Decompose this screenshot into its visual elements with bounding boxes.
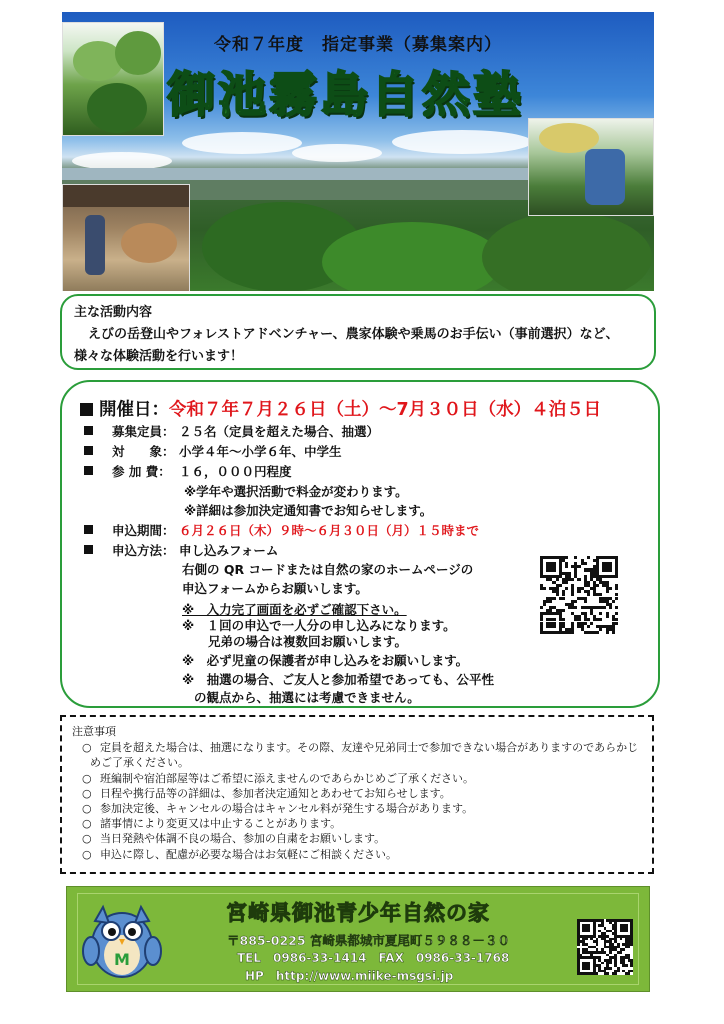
- caution-item-text: 諸事情により変更又は中止することがあります。: [100, 817, 342, 831]
- caution-item: [72, 771, 642, 786]
- target-label: 対 象：: [112, 444, 175, 459]
- caution-item-text: 申込に際し、配慮が必要な場合はお気軽にご相談ください。: [100, 847, 397, 861]
- facility-address: 〒885-0225 宮崎県都城市夏尾町５９８８－３０: [227, 933, 510, 948]
- activity-box: [60, 294, 656, 370]
- fee-label: 参 加 費：: [112, 464, 171, 479]
- square-bullet-icon: [84, 446, 93, 455]
- hero-banner: [62, 12, 654, 291]
- fee-note-1: ※学年や選択活動で料金が変わります。: [184, 484, 408, 499]
- program-title: 御池霧島自然塾: [167, 67, 525, 123]
- square-bullet-icon: [84, 545, 93, 554]
- date-value: 令和７年７月２６日（土）～7月３０日（水）４泊５日: [169, 400, 602, 420]
- square-bullet-icon: [84, 426, 93, 435]
- facility-name: 宮崎県御池青少年自然の家: [226, 901, 490, 925]
- circle-bullet-icon: ○: [82, 786, 92, 800]
- facility-homepage-link[interactable]: HP http://www.miike-msgsi.jp: [245, 969, 454, 983]
- caution-item-text: 班編制や宿泊部屋等はご希望に添えませんのであらかじめご了承ください。: [100, 771, 474, 785]
- period-value: ６月２６日（木）９時～６月３０日（月）１５時まで: [179, 523, 480, 538]
- capacity-label: 募集定員：: [112, 424, 175, 439]
- activity-title: 主な活動内容: [74, 305, 153, 320]
- target-value: 小学４年～小学６年、中学生: [179, 444, 342, 459]
- facility-contact: TEL 0986-33-1414 FAX 0986-33-1768: [237, 951, 510, 965]
- circle-bullet-icon: ○: [82, 817, 92, 831]
- method-value: 申し込みフォーム: [179, 543, 279, 558]
- circle-bullet-icon: ○: [82, 847, 92, 861]
- farm-photo: [528, 118, 654, 216]
- date-label: 開催日：: [99, 400, 169, 420]
- capacity-value: ２５名（定員を超えた場合、抽選）: [179, 424, 380, 439]
- schedule-box: [60, 380, 660, 708]
- event-dates: [80, 396, 601, 421]
- caution-item: [72, 786, 642, 801]
- application-qr-code[interactable]: [540, 556, 618, 634]
- caution-item-text: 日程や携行品等の詳細は、参加者決定通知とあわせてお知らせします。: [100, 786, 451, 800]
- square-bullet-icon: [84, 525, 93, 534]
- circle-bullet-icon: ○: [82, 832, 92, 846]
- note-guardian: ※ 必ず児童の保護者が申し込みをお願いします。: [182, 653, 469, 668]
- note-lottery-2: の観点から、抽選には考慮できません。: [194, 690, 420, 705]
- note-one-per-form: ※ １回の申込で一人分の申し込みになります。: [182, 618, 456, 633]
- caution-item-text: 参加決定後、キャンセルの場合はキャンセル料が発生する場合があります。: [100, 802, 474, 816]
- circle-bullet-icon: ○: [82, 741, 92, 755]
- square-bullet-icon: [84, 466, 93, 475]
- caution-item: [72, 816, 642, 831]
- caution-item: [72, 801, 642, 816]
- caution-list: [72, 740, 642, 862]
- circle-bullet-icon: ○: [82, 771, 92, 785]
- method-desc-2: 申込フォームからお願いします。: [182, 581, 368, 596]
- note-confirm: ※ 入力完了画面を必ずご確認下さい。: [182, 602, 407, 617]
- fee-note-2: ※詳細は参加決定通知書でお知らせします。: [184, 503, 433, 518]
- facility-qr-code[interactable]: [577, 919, 633, 975]
- caution-title: 注意事項: [72, 725, 116, 738]
- footer-banner: [66, 886, 650, 992]
- program-subtitle: 令和７年度 指定事業（募集案内）: [214, 35, 502, 55]
- activity-line-1: えびの岳登山やフォレストアドベンチャー、農家体験や乗馬のお手伝い（事前選択）など、: [88, 327, 619, 342]
- mascot-letter: M: [114, 950, 130, 969]
- caution-item-text: 定員を超えた場合は、抽選になります。その際、友達や兄弟同士で参加できない場合がありますのであらかじめご了承ください。: [90, 741, 639, 770]
- caution-item: [72, 831, 642, 846]
- note-lottery-1: ※ 抽選の場合、ご友人と参加希望であっても、公平性: [182, 672, 495, 687]
- period-label: 申込期間：: [112, 523, 175, 538]
- fee-value: １６，０００円程度: [179, 464, 292, 479]
- method-desc-1: 右側の QR コードまたは自然の家のホームページの: [182, 562, 474, 577]
- square-bullet-icon: [80, 403, 93, 416]
- note-siblings: 兄弟の場合は複数回お願いします。: [208, 634, 408, 649]
- caution-item: [72, 740, 642, 770]
- horse-photo: [62, 184, 190, 291]
- method-label: 申込方法：: [112, 543, 175, 558]
- activity-line-2: 様々な体験活動を行います！: [74, 349, 244, 364]
- caution-box: [60, 715, 654, 874]
- caution-item: [72, 847, 642, 862]
- caution-item-text: 当日発熱や体調不良の場合、参加の自粛をお願いします。: [100, 832, 386, 846]
- circle-bullet-icon: ○: [82, 802, 92, 816]
